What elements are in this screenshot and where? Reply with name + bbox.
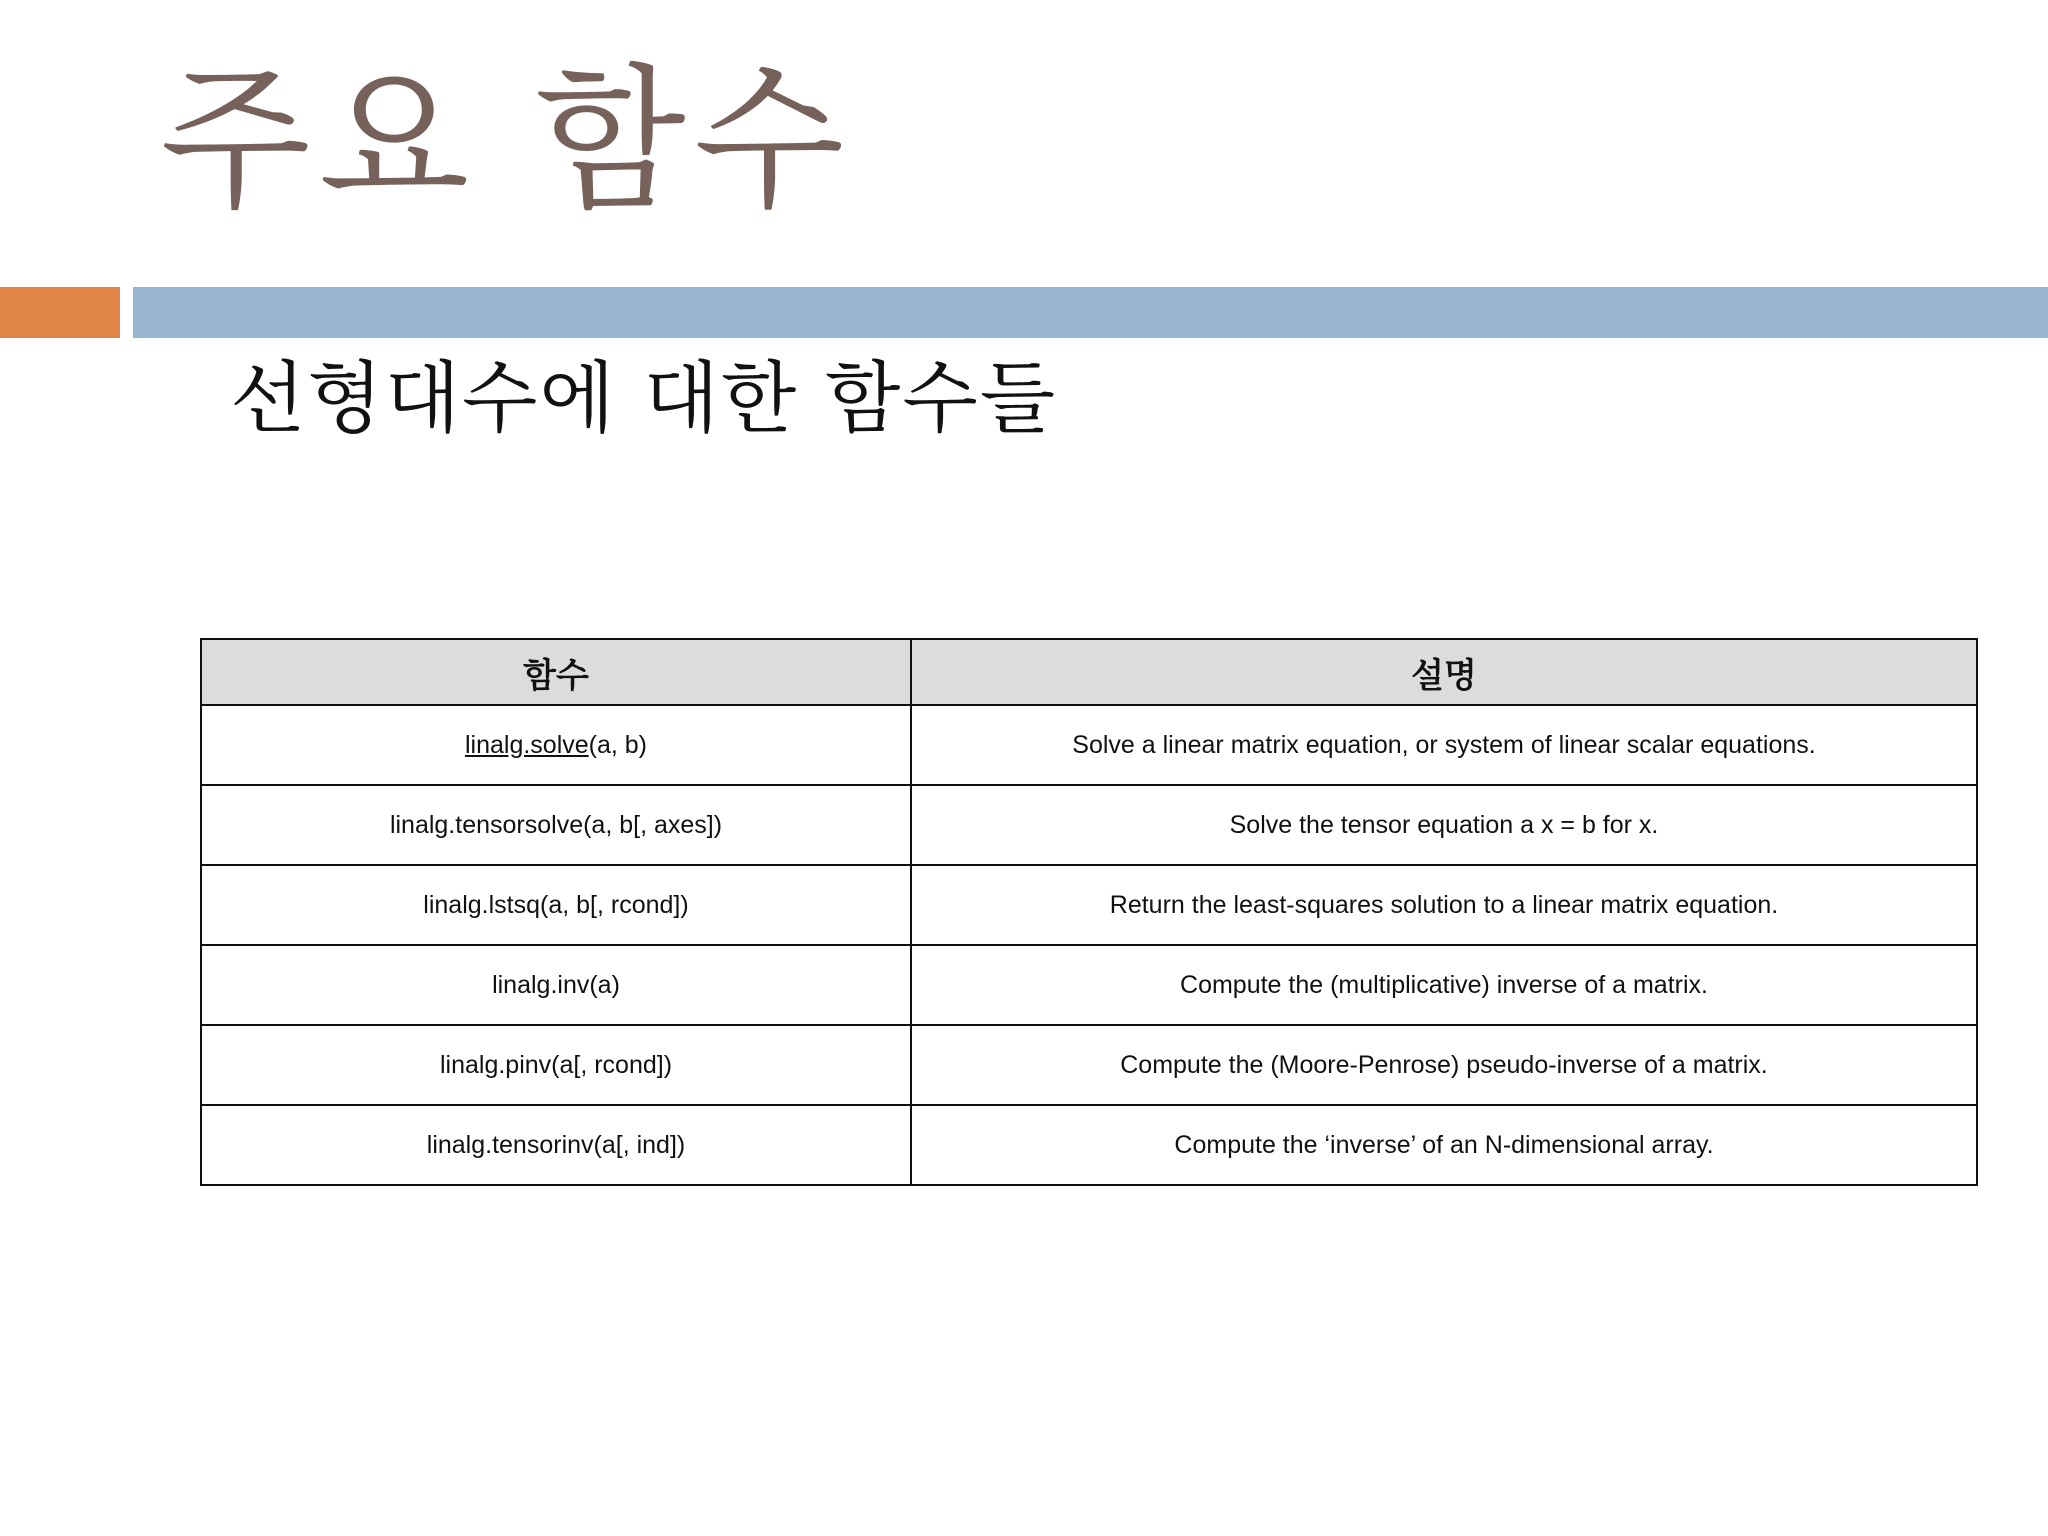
blue-accent-bar [133, 287, 2048, 338]
function-cell: linalg.lstsq(a, b[, rcond]) [201, 865, 911, 945]
description-cell: Solve a linear matrix equation, or system of linear scalar equations. [911, 705, 1977, 785]
description-cell: Return the least-squares solution to a linear matrix equation. [911, 865, 1977, 945]
table-row [201, 785, 1977, 865]
slide-title: 주요 함수 [160, 49, 853, 231]
description-cell: Solve the tensor equation a x = b for x. [911, 785, 1977, 865]
table-row [201, 1025, 1977, 1105]
function-cell: linalg.pinv(a[, rcond]) [201, 1025, 911, 1105]
table-header-row [201, 639, 1977, 705]
slide-subtitle: 선형대수에 대한 함수들 [230, 354, 1058, 444]
column-header-description: 설명 [911, 639, 1977, 705]
description-cell: Compute the ‘inverse’ of an N-dimensional array. [911, 1105, 1977, 1185]
function-cell: linalg.inv(a) [201, 945, 911, 1025]
function-cell: linalg.tensorinv(a[, ind]) [201, 1105, 911, 1185]
column-header-function: 함수 [201, 639, 911, 705]
description-cell: Compute the (Moore-Penrose) pseudo-inverse of a matrix. [911, 1025, 1977, 1105]
orange-accent-bar [0, 287, 120, 338]
function-args: (a, b) [588, 730, 648, 759]
function-table [200, 638, 1978, 1186]
table-row [201, 705, 1977, 785]
function-cell: linalg.tensorsolve(a, b[, axes]) [201, 785, 911, 865]
description-cell: Compute the (multiplicative) inverse of a matrix. [911, 945, 1977, 1025]
table-row [201, 945, 1977, 1025]
table-row [201, 865, 1977, 945]
function-link[interactable]: linalg.solve [464, 730, 589, 759]
table-row [201, 1105, 1977, 1185]
function-cell [201, 705, 911, 785]
